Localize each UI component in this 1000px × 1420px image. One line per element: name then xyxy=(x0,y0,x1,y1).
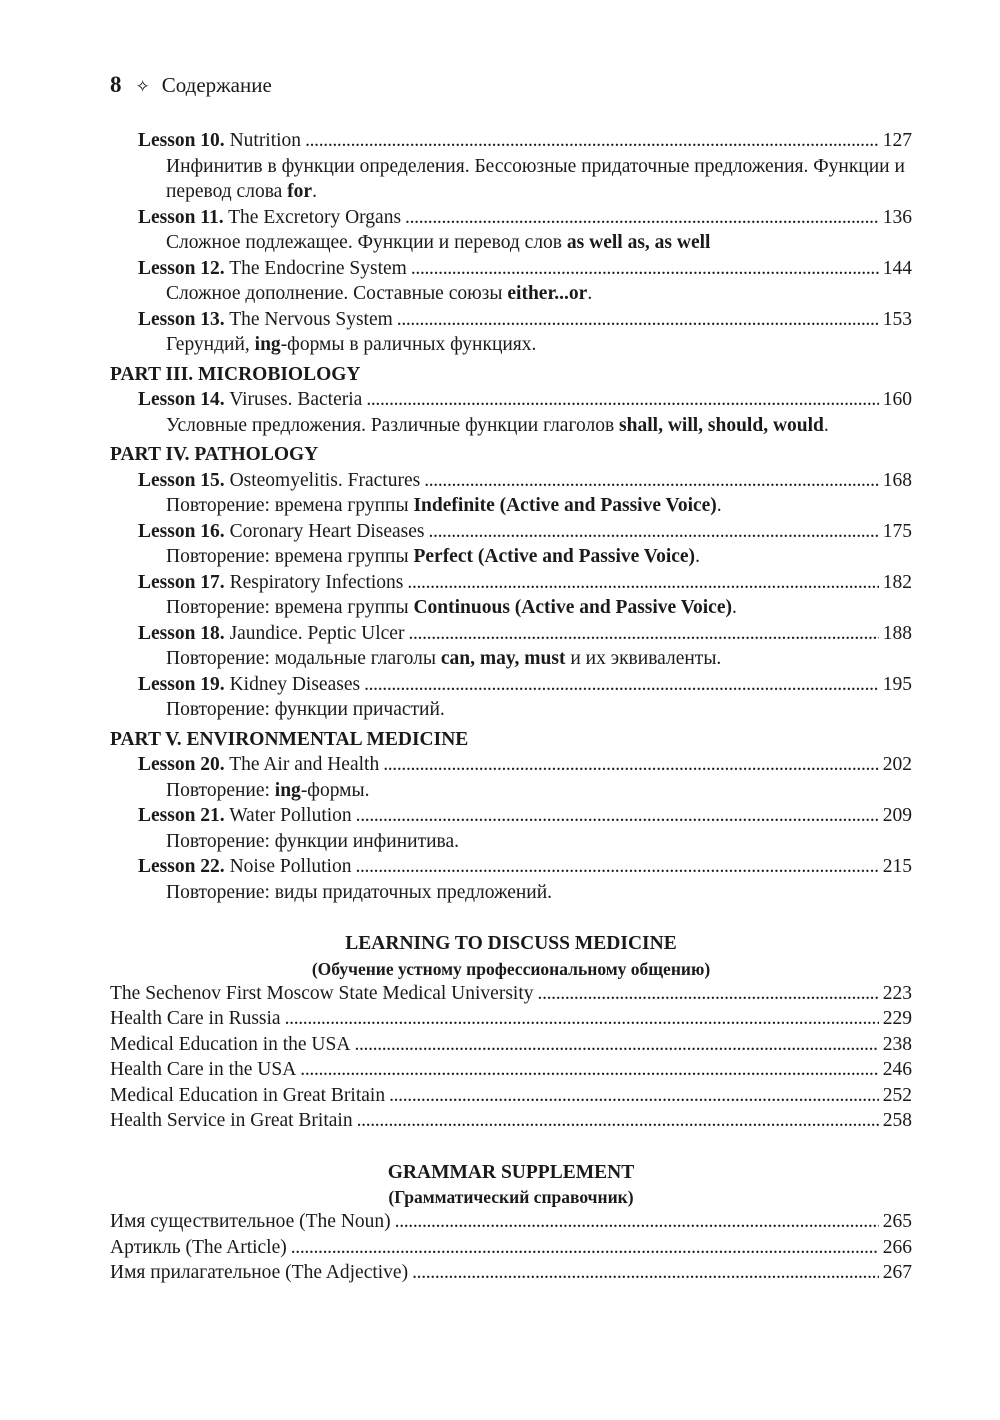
dot-leader xyxy=(355,854,878,880)
dot-leader xyxy=(356,803,879,829)
page-ref: 246 xyxy=(882,1059,912,1080)
page-ref: 238 xyxy=(882,1033,912,1055)
lesson-number: Lesson 13. xyxy=(138,308,225,330)
grammar-note xyxy=(110,544,912,570)
note-text: Повторение: функции инфинитива. xyxy=(166,830,460,852)
lesson-number: Lesson 12. xyxy=(138,257,225,279)
part-iii-lessons xyxy=(110,387,912,438)
section-title: GRAMMAR SUPPLEMENT xyxy=(387,1161,635,1183)
dot-leader xyxy=(411,256,879,282)
lesson-name: Osteomyelitis. Fractures xyxy=(224,469,421,491)
toc-lesson-entry[interactable] xyxy=(110,752,912,778)
lesson-title xyxy=(138,570,403,596)
lesson-name: Respiratory Infections xyxy=(224,571,404,593)
page-ref: 195 xyxy=(882,673,912,695)
dot-leader xyxy=(429,519,879,545)
lesson-title xyxy=(138,519,425,545)
toc-entry[interactable] xyxy=(110,1057,912,1083)
toc-lesson-entry[interactable] xyxy=(110,256,912,282)
grammar-note xyxy=(110,880,912,906)
dot-leader xyxy=(305,128,879,154)
diamond-ornament-icon: ✧ xyxy=(135,77,150,96)
note-text: -формы в раличных функциях. xyxy=(280,334,537,355)
lesson-name: Kidney Diseases xyxy=(224,673,361,695)
note-bold-term: Continuous (Active and Passive Voice) xyxy=(413,597,732,618)
dot-leader xyxy=(408,621,878,647)
note-text: и их эквиваленты. xyxy=(565,648,722,669)
page-ref: 168 xyxy=(882,469,912,491)
lesson-name: Coronary Heart Diseases xyxy=(224,520,425,542)
grammar-note xyxy=(110,646,912,672)
page-ref: 215 xyxy=(882,856,912,877)
grammar-note xyxy=(110,829,912,855)
toc-entry[interactable] xyxy=(110,1032,912,1058)
page-ref: 188 xyxy=(882,622,912,644)
toc-lesson-entry[interactable] xyxy=(110,128,912,154)
dot-leader xyxy=(538,981,879,1007)
dot-leader xyxy=(412,1260,879,1286)
part-heading: PART IV. PATHOLOGY xyxy=(110,444,319,465)
grammar-note xyxy=(110,697,912,723)
note-text: Инфинитив в функции определения. Бессоюзные придаточные предложения. Функции и перевод слова xyxy=(166,155,905,202)
part-heading: PART III. MICROBIOLOGY xyxy=(110,363,361,385)
grammar-note xyxy=(110,281,912,307)
dot-leader xyxy=(395,1209,879,1235)
toc-lesson-entry[interactable] xyxy=(110,307,912,333)
entry-title: Medical Education in Great Britain xyxy=(110,1084,386,1106)
note-text: Повторение: виды придаточных предложений. xyxy=(166,881,553,903)
lesson-number: Lesson 14. xyxy=(138,389,225,410)
toc-lesson-entry[interactable] xyxy=(110,468,912,494)
entry-title: Health Service in Great Britain xyxy=(110,1110,353,1131)
toc-entry[interactable] xyxy=(110,1083,912,1109)
note-bold-term: as well as, as well xyxy=(566,232,711,253)
note-bold-term: for xyxy=(287,181,313,202)
dot-leader xyxy=(397,307,879,333)
discuss-entries xyxy=(110,981,912,1134)
toc-entry[interactable] xyxy=(110,981,912,1007)
lesson-name: The Endocrine System xyxy=(224,257,407,279)
toc-entry[interactable] xyxy=(110,1260,912,1286)
page-ref: 209 xyxy=(882,805,912,826)
dot-leader xyxy=(364,672,879,698)
toc-lesson-entry[interactable] xyxy=(110,205,912,231)
lesson-name: Nutrition xyxy=(224,130,302,151)
part-heading: PART V. ENVIRONMENTAL MEDICINE xyxy=(110,728,469,750)
lesson-title xyxy=(138,307,393,333)
note-bold-term: ing xyxy=(254,334,281,355)
lesson-number: Lesson 11. xyxy=(138,206,224,228)
lesson-name: The Nervous System xyxy=(224,308,393,330)
dot-leader xyxy=(383,752,879,778)
note-bold-term: Perfect (Active and Passive Voice) xyxy=(413,546,696,567)
entry-title: Medical Education in the USA xyxy=(110,1033,351,1055)
dot-leader xyxy=(354,1032,878,1058)
running-head xyxy=(110,72,912,106)
entry-title: Health Care in the USA xyxy=(110,1059,297,1080)
lesson-title xyxy=(138,256,407,282)
toc-lesson-entry[interactable] xyxy=(110,803,912,829)
toc-lesson-entry[interactable] xyxy=(110,854,912,880)
page-ref: 229 xyxy=(882,1008,912,1029)
lesson-title xyxy=(138,803,352,829)
lesson-title xyxy=(138,854,351,880)
toc-entry[interactable] xyxy=(110,1209,912,1235)
toc-entry[interactable] xyxy=(110,1235,912,1261)
note-text: Условные предложения. Различные функции глаголов xyxy=(166,414,620,436)
note-bold-term: can, may, must xyxy=(440,648,566,669)
lesson-name: Viruses. Bacteria xyxy=(224,389,363,410)
page-ref: 136 xyxy=(882,206,912,228)
note-text: Повторение: модальные глаголы xyxy=(166,648,441,669)
note-text: . xyxy=(732,597,737,618)
dot-leader xyxy=(285,1006,879,1032)
lesson-number: Lesson 16. xyxy=(138,520,225,542)
lesson-number: Lesson 21. xyxy=(138,805,225,826)
toc-lesson-entry[interactable] xyxy=(110,387,912,413)
lesson-title xyxy=(138,387,362,413)
note-text: Повторение: функции причастий. xyxy=(166,699,445,720)
note-text: . xyxy=(823,414,829,436)
grammar-note xyxy=(110,154,912,205)
running-head-title: Содержание xyxy=(161,73,272,97)
toc-lesson-entry[interactable] xyxy=(110,570,912,596)
lesson-title xyxy=(138,672,360,698)
page-ref: 175 xyxy=(882,520,912,542)
page-ref: 127 xyxy=(882,130,912,151)
page-ref: 252 xyxy=(882,1084,912,1106)
note-text: -формы. xyxy=(300,779,370,801)
page-ref: 202 xyxy=(882,754,912,775)
lesson-number: Lesson 20. xyxy=(138,754,225,775)
page-ref: 182 xyxy=(882,571,912,593)
lesson-number: Lesson 18. xyxy=(138,622,225,644)
lesson-title xyxy=(138,205,401,231)
note-text: Повторение: времена группы xyxy=(166,597,414,618)
lesson-name: The Air and Health xyxy=(224,754,380,775)
note-bold-term: Indefinite (Active and Passive Voice) xyxy=(413,495,717,516)
dot-leader xyxy=(407,570,878,596)
lesson-number: Lesson 15. xyxy=(138,469,225,491)
dot-leader xyxy=(300,1057,878,1083)
entry-title: The Sechenov First Moscow State Medical University xyxy=(110,982,534,1004)
entry-title: Артикль (The Article) xyxy=(110,1236,287,1258)
page-ref: 144 xyxy=(882,257,912,279)
section-subtitle: (Обучение устному профессиональному общению) xyxy=(311,958,711,979)
lesson-name: Noise Pollution xyxy=(224,856,352,877)
lesson-title xyxy=(138,752,379,778)
note-text: Повторение: времена группы xyxy=(166,546,414,567)
page-ref: 265 xyxy=(882,1211,912,1232)
entry-title: Имя существительное (The Noun) xyxy=(110,1211,391,1232)
note-bold-term: ing xyxy=(274,779,301,801)
grammar-note xyxy=(110,413,912,439)
lesson-name: The Excretory Organs xyxy=(223,206,402,228)
page-ref: 160 xyxy=(882,389,912,410)
note-text: Повторение: xyxy=(166,779,275,801)
note-text: . xyxy=(716,495,722,516)
dot-leader xyxy=(366,387,878,413)
dot-leader xyxy=(424,468,879,494)
page-ref: 223 xyxy=(882,982,912,1004)
page-ref: 267 xyxy=(882,1262,912,1283)
note-text: Сложное подлежащее. Функции и перевод слов xyxy=(166,232,567,253)
section-title: LEARNING TO DISCUSS MEDICINE xyxy=(345,933,677,954)
lesson-number: Lesson 22. xyxy=(138,856,225,877)
grammar-note xyxy=(110,778,912,804)
note-bold-term: either...or xyxy=(507,283,588,304)
part-iv-lessons xyxy=(110,468,912,723)
page-ref: 266 xyxy=(882,1236,912,1258)
section-subtitle: (Грамматический справочник) xyxy=(388,1187,634,1207)
note-text: . xyxy=(587,283,593,304)
toc-lesson-entry[interactable] xyxy=(110,672,912,698)
lesson-name: Jaundice. Peptic Ulcer xyxy=(224,622,405,644)
toc-entry[interactable] xyxy=(110,1108,912,1134)
note-text: Сложное дополнение. Составные союзы xyxy=(166,283,508,304)
dot-leader xyxy=(291,1235,879,1261)
grammar-note xyxy=(110,230,912,256)
note-text: . xyxy=(312,181,317,202)
note-bold-term: shall, will, should, would xyxy=(619,414,824,436)
part-ii-lessons xyxy=(110,128,912,358)
note-text: . xyxy=(695,546,700,567)
grammar-note xyxy=(110,493,912,519)
toc-entry[interactable] xyxy=(110,1006,912,1032)
toc-lesson-entry[interactable] xyxy=(110,621,912,647)
toc-page xyxy=(110,72,912,1286)
lesson-number: Lesson 19. xyxy=(138,673,225,695)
grammar-note xyxy=(110,595,912,621)
toc-lesson-entry[interactable] xyxy=(110,519,912,545)
lesson-number: Lesson 17. xyxy=(138,571,225,593)
dot-leader xyxy=(389,1083,879,1109)
lesson-title xyxy=(138,128,301,154)
lesson-title xyxy=(138,621,404,647)
lesson-name: Water Pollution xyxy=(224,805,352,826)
dot-leader xyxy=(405,205,879,231)
grammar-entries xyxy=(110,1209,912,1286)
page-ref: 153 xyxy=(882,308,912,330)
note-text: Герундий, xyxy=(166,334,255,355)
part-v-lessons xyxy=(110,752,912,905)
dot-leader xyxy=(357,1108,879,1134)
entry-title: Health Care in Russia xyxy=(110,1008,281,1029)
page-number: 8 xyxy=(110,72,122,97)
lesson-number: Lesson 10. xyxy=(138,130,225,151)
grammar-note xyxy=(110,332,912,358)
entry-title: Имя прилагательное (The Adjective) xyxy=(110,1262,409,1283)
note-text: Повторение: времена группы xyxy=(166,495,414,516)
page-ref: 258 xyxy=(882,1110,912,1131)
lesson-title xyxy=(138,468,420,494)
